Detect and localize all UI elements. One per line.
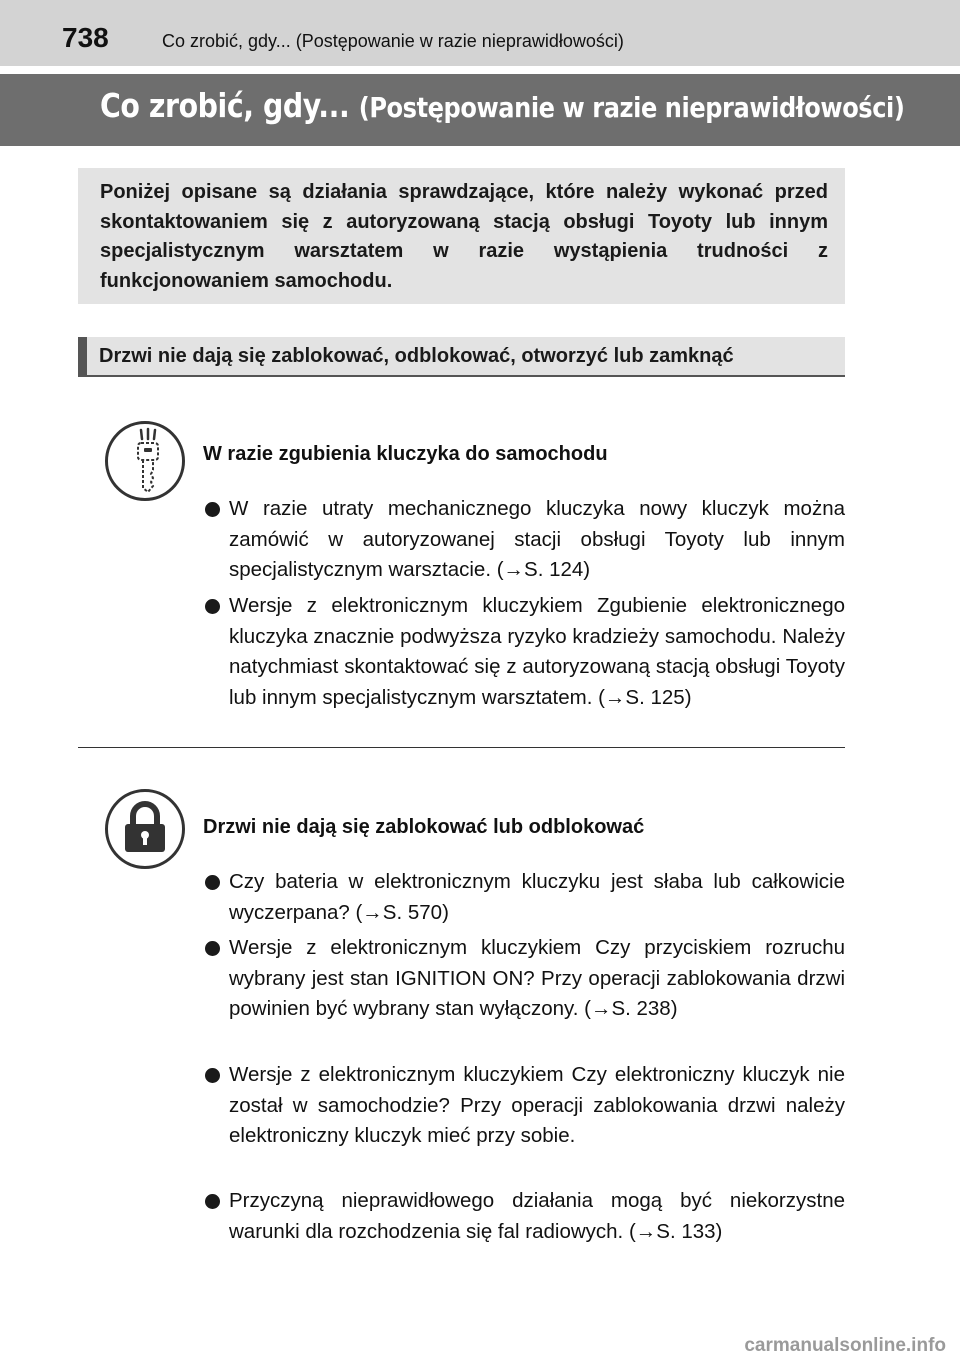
bullet-icon — [205, 502, 220, 517]
list-item-text: Przyczyną nieprawidłowego działania mogą być niekorzystne warunki dla rozchodzenia się fal radiowych. (→S. 133) — [229, 1189, 845, 1243]
watermark: carmanualsonline.info — [744, 1335, 946, 1356]
bullet-icon — [205, 1068, 220, 1083]
running-head: Co zrobić, gdy... (Postępowanie w razie nieprawidłowości) — [162, 31, 624, 51]
page-title-main: Co zrobić, gdy... — [100, 86, 350, 125]
list-item — [205, 1186, 845, 1247]
bullet-icon — [205, 1194, 220, 1209]
list-item — [205, 933, 845, 1025]
list-item — [205, 591, 845, 713]
bullet-icon — [205, 875, 220, 890]
list-item — [205, 494, 845, 586]
page-title — [100, 86, 904, 125]
intro-box — [78, 168, 845, 304]
page-title-sub: (Postępowanie w razie nieprawidłowości) — [358, 91, 905, 124]
section-header — [78, 337, 845, 377]
list-item-text: Wersje z elektronicznym kluczykiem Czy przyciskiem rozruchu wybrany jest stan IGNITION ON? Przy operacji zablokowania drzwi powinien być wybrany stan wyłączony. (→S. 238) — [229, 936, 845, 1020]
list-item — [205, 1060, 845, 1152]
divider — [78, 747, 845, 748]
key-icon — [105, 421, 185, 501]
list-item-text: Wersje z elektronicznym kluczykiem Czy elektroniczny kluczyk nie został w samochodzie? Przy operacji zablokowania drzwi należy elektroniczny kluczyk mieć przy sobie. — [229, 1063, 845, 1147]
lock-heading: Drzwi nie dają się zablokować lub odblokować — [203, 816, 645, 838]
list-item-text: W razie utraty mechanicznego kluczyka nowy kluczyk można zamówić w autoryzowanej stacji obsługi Toyoty lub innym specjalistycznym warsztacie. (→S. 124) — [229, 497, 845, 581]
section-header-text: Drzwi nie dają się zablokować, odblokować, otworzyć lub zamknąć — [99, 345, 734, 367]
bullet-icon — [205, 941, 220, 956]
padlock-icon — [105, 789, 185, 869]
list-item-text: Czy bateria w elektronicznym kluczyku jest słaba lub całkowicie wyczerpana? (→S. 570) — [229, 870, 845, 924]
lost-key-heading: W razie zgubienia kluczyka do samochodu — [203, 443, 608, 465]
page-number: 738 — [62, 22, 109, 53]
list-item — [205, 867, 845, 928]
bullet-icon — [205, 599, 220, 614]
list-item-text: Wersje z elektronicznym kluczykiem Zgubienie elektronicznego kluczyka znacznie podwyższa ryzyko kradzieży samochodu. Należy natychmiast skontaktować się z autoryzowaną stacją obsługi Toyoty lub innym specjalistycznym warsztatem. (→S. 125) — [229, 594, 845, 709]
intro-text: Poniżej opisane są działania sprawdzające, które należy wykonać przed skontaktowaniem się z autoryzowaną stacją obsługi Toyoty lub innym specjalistycznym warsztatem w razie wystąpienia trudności z funkcjonowaniem samochodu. — [100, 181, 828, 292]
